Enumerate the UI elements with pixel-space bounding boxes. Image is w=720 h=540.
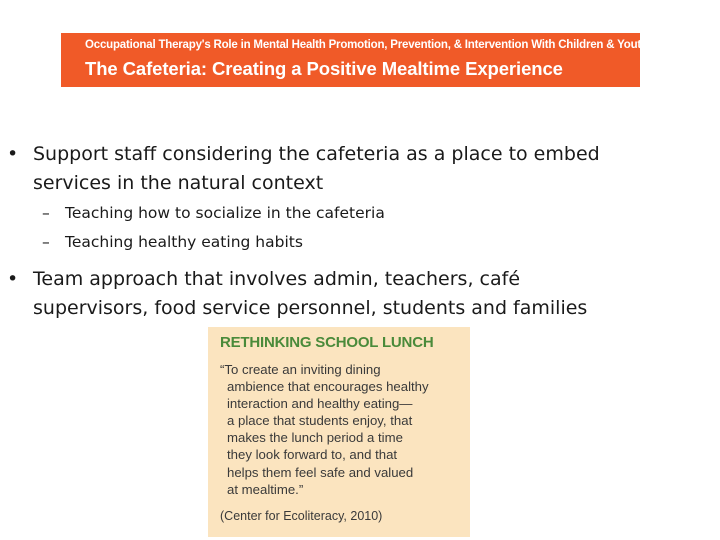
slide-body: [0, 140, 720, 323]
sub-bullet-text: Teaching how to socialize in the cafeteria: [65, 204, 385, 222]
quote-line: “To create an inviting dining: [220, 362, 381, 377]
quote-line: interaction and healthy eating—: [227, 396, 413, 412]
quote-line: a place that students enjoy, that: [227, 413, 413, 429]
bullet-text: Team approach that involves admin, teachers, café supervisors, food service personnel, students and families: [33, 268, 588, 319]
sub-bullet-marker: –: [42, 204, 50, 222]
quote-line: ambience that encourages healthy: [227, 379, 429, 395]
banner-title: The Cafeteria: Creating a Positive Mealtime Experience: [85, 58, 563, 79]
quote-line: they look forward to, and that: [227, 447, 398, 463]
quote-text: [220, 361, 460, 498]
quote-line: at mealtime.”: [227, 481, 304, 497]
banner-subtitle: Occupational Therapy's Role in Mental Health Promotion, Prevention, & Intervention With Children & Youth: [85, 39, 648, 51]
quote-line: makes the lunch period a time: [227, 430, 403, 446]
sub-bullet-list: [0, 199, 720, 257]
sub-bullet-item: [0, 199, 720, 228]
sub-bullet-marker: –: [42, 233, 50, 251]
bullet-item: [0, 265, 633, 323]
bullet-item: [0, 140, 633, 198]
quote-citation: (Center for Ecoliteracy, 2010): [220, 508, 383, 523]
quote-heading: RETHINKING SCHOOL LUNCH: [220, 334, 434, 351]
title-banner: [61, 33, 648, 87]
bullet-marker: •: [7, 143, 19, 165]
bullet-marker: •: [7, 268, 19, 290]
sub-bullet-text: Teaching healthy eating habits: [65, 233, 303, 251]
sub-bullet-item: [0, 228, 720, 257]
quote-box: [208, 327, 470, 537]
bullet-text: Support staff considering the cafeteria as a place to embed services in the natural context: [33, 143, 600, 194]
quote-line: helps them feel safe and valued: [227, 464, 414, 480]
